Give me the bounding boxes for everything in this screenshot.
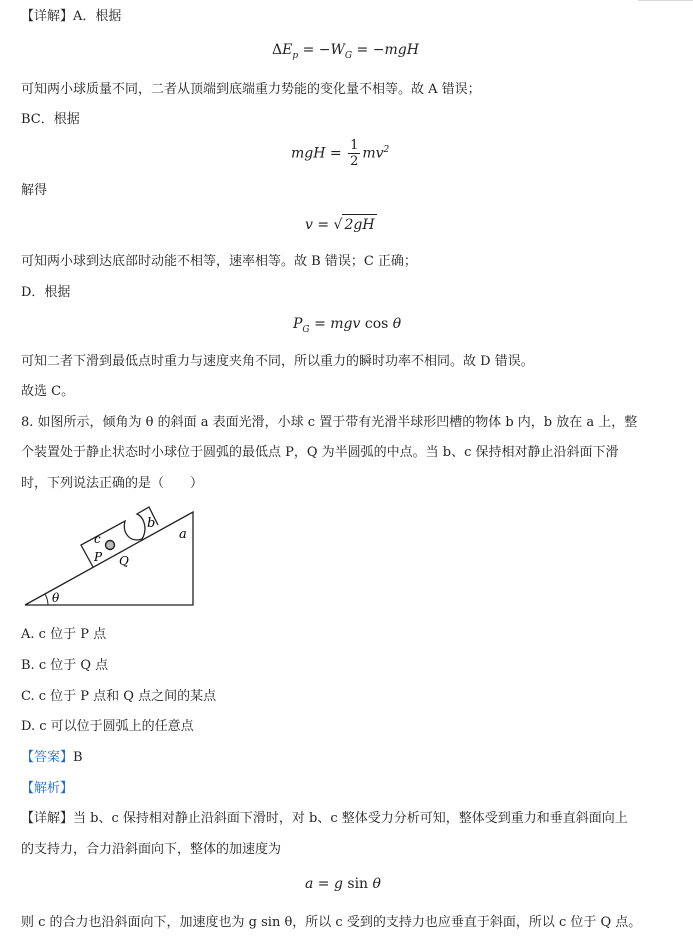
analysis-label: 【解析】 — [21, 781, 74, 796]
option-a: A. c 位于 P 点 — [21, 627, 107, 642]
equation-energy-conservation: mgH = $\frac{1}{2}$ $mv^2$ — [291, 138, 390, 169]
analysis-line-2: 的支持力，合力沿斜面向下，整体的加速度为 — [21, 842, 282, 857]
analysis-line-1 — [21, 810, 628, 828]
option-b: B. c 位于 Q 点 — [21, 658, 109, 673]
label-a: a — [179, 527, 187, 542]
label-c: c — [94, 532, 101, 546]
answer-line — [21, 749, 83, 767]
fraction-half: $\frac{1}{2}$ — [350, 138, 359, 169]
question-8-line-3: 时，下列说法正确的是（ ） — [21, 476, 204, 491]
option-d: D. c 可以位于圆弧上的任意点 — [21, 719, 194, 734]
text-line-7: 可知二者下滑到最低点时重力与速度夹角不同，所以重力的瞬时功率不相同。故 D 错误。 — [21, 354, 534, 369]
question-8-line-1: 8. 如图所示，倾角为 θ 的斜面 a 表面光滑，小球 c 置于带有光滑半球形凹槽的物体 b 内，b 放在 a 上，整 — [21, 415, 638, 430]
label-p: P — [94, 550, 103, 564]
incline-figure — [20, 505, 210, 610]
detail-prefix: 【详解】 — [21, 9, 74, 24]
text-line-solve: 解得 — [21, 183, 48, 198]
text-line-choose: 故选 C。 — [21, 384, 75, 399]
option-c: C. c 位于 P 点和 Q 点之间的某点 — [21, 689, 217, 704]
answer-label: 【答案】 — [21, 750, 74, 765]
incline-triangle — [25, 512, 193, 605]
detail-text: A．根据 — [73, 9, 122, 24]
text-line-d: D．根据 — [21, 285, 71, 300]
ball-c — [106, 541, 115, 550]
detail-line-a — [21, 8, 121, 26]
theta-arc — [45, 594, 48, 605]
analysis-line-3: 则 c 的合力也沿斜面向下，加速度也为 g sin θ，所以 c 受到的支持力也应垂直于斜面，所以 c 位于 Q 点。 — [21, 915, 642, 930]
text-line-bc: BC．根据 — [21, 112, 80, 127]
text-line-5: 可知两小球到达底部时动能不相等，速率相等。故 B 错误；C 正确； — [21, 254, 417, 269]
label-theta: θ — [52, 591, 60, 605]
label-q: Q — [119, 554, 129, 568]
equation-velocity: v = √ 2gH — [305, 214, 377, 235]
top-edge-divider — [638, 0, 693, 1]
equation-potential-energy: $\Delta E_p = -W_G = -mgH$ — [272, 42, 419, 61]
answer-value: B — [73, 750, 83, 765]
label-b: b — [147, 516, 156, 531]
analysis-prefix: 【详解】 — [21, 811, 74, 826]
text-line-2: 可知两小球质量不同，二者从顶端到底端重力势能的变化量不相等。故 A 错误； — [21, 82, 481, 97]
question-8-line-2: 个装置处于静止状态时小球位于圆弧的最低点 P，Q 为半圆弧的中点。当 b、c 保持相对静止沿斜面下滑 — [21, 445, 619, 460]
equation-acceleration: a = g sin θ — [305, 876, 381, 892]
equation-power: $P_G$ = mgv cos θ — [293, 316, 402, 335]
analysis-text: 当 b、c 保持相对静止沿斜面下滑时，对 b、c 整体受力分析可知，整体受到重力和垂直斜面向上 — [73, 811, 628, 826]
